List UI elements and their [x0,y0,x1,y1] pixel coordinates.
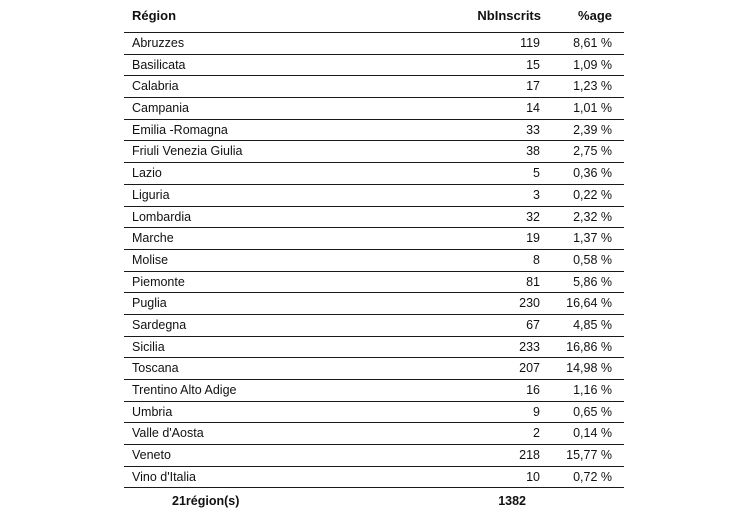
count-cell: 230 [519,296,540,311]
table-row [124,358,624,380]
percent-cell: 1,37 % [573,231,612,246]
table-row [124,228,624,250]
count-cell: 233 [519,339,540,354]
region-cell: Sardegna [132,317,187,332]
region-cell: Vino d'Italia [132,469,197,484]
count-cell: 119 [520,36,540,50]
total-registrations: 1382 [498,494,526,509]
table-row [124,272,624,294]
table-row [124,315,624,337]
table-row [124,380,624,402]
percent-cell: 1,16 % [573,383,612,397]
region-cell: Campania [132,101,189,116]
region-cell: Piemonte [132,274,185,289]
region-cell: Toscana [132,361,179,376]
table-row [124,207,624,229]
percent-cell: 16,64 % [566,296,612,311]
table-footer [124,488,624,512]
table-row [124,76,624,98]
count-cell: 218 [519,448,540,463]
percent-cell: 0,36 % [573,166,612,181]
table-row [124,250,624,272]
region-cell: Basilicata [132,57,186,72]
region-cell: Trentino Alto Adige [132,383,237,397]
registration-table [124,0,624,512]
percent-cell: 15,77 % [566,448,612,463]
region-count-label: 21région(s) [172,494,240,509]
percent-cell: 5,86 % [573,274,612,289]
table-row [124,141,624,163]
count-cell: 14 [526,101,540,116]
region-cell: Marche [132,231,174,246]
count-column-header: NbInscrits [477,8,541,23]
count-cell: 8 [533,252,540,267]
count-cell: 9 [533,404,540,419]
percent-cell: 1,23 % [573,79,612,94]
percent-cell: 16,86 % [566,339,612,354]
region-cell: Molise [132,252,169,267]
count-cell: 32 [526,209,540,224]
count-cell: 67 [526,317,540,332]
table-row [124,163,624,185]
region-cell: Lazio [132,166,162,181]
region-cell: Friuli Venezia Giulia [132,144,243,159]
count-cell: 16 [526,383,540,397]
table-row [124,185,624,207]
count-cell: 38 [526,144,540,159]
count-cell: 15 [526,57,540,72]
table-row [124,120,624,142]
region-column-header: Région [132,8,177,23]
table-row [124,33,624,55]
percent-cell: 2,32 % [573,209,612,224]
table-row [124,293,624,315]
region-cell: Emilia -Romagna [132,122,228,137]
count-cell: 5 [533,166,540,181]
percent-column-header: %age [578,8,612,23]
region-cell: Lombardia [132,209,192,224]
percent-cell: 14,98 % [566,361,612,376]
table-row [124,402,624,424]
region-cell: Abruzzes [132,36,185,50]
table-header [124,0,624,33]
percent-cell: 0,65 % [573,404,612,419]
percent-cell: 8,61 % [573,36,612,50]
percent-cell: 1,09 % [573,57,612,72]
percent-cell: 4,85 % [573,317,612,332]
table-row [124,423,624,445]
count-cell: 17 [526,79,540,94]
percent-cell: 0,58 % [573,252,612,267]
region-cell: Calabria [132,79,179,94]
region-cell: Veneto [132,448,171,463]
count-cell: 81 [526,274,540,289]
percent-cell: 2,75 % [573,144,612,159]
percent-cell: 0,72 % [573,469,612,484]
count-cell: 10 [526,469,540,484]
table-row [124,55,624,77]
percent-cell: 0,14 % [573,426,612,441]
region-cell: Sicilia [132,339,165,354]
percent-cell: 1,01 % [573,101,612,116]
region-cell: Valle d'Aosta [132,426,204,441]
count-cell: 19 [526,231,540,246]
table-row [124,467,624,489]
table-row [124,445,624,467]
count-cell: 3 [533,187,540,202]
table-body [124,33,624,488]
count-cell: 207 [519,361,540,376]
region-cell: Puglia [132,296,167,311]
percent-cell: 2,39 % [573,122,612,137]
region-cell: Liguria [132,187,170,202]
table-row [124,337,624,359]
percent-cell: 0,22 % [573,187,612,202]
count-cell: 33 [526,122,540,137]
table-row [124,98,624,120]
count-cell: 2 [533,426,540,441]
region-cell: Umbria [132,404,173,419]
